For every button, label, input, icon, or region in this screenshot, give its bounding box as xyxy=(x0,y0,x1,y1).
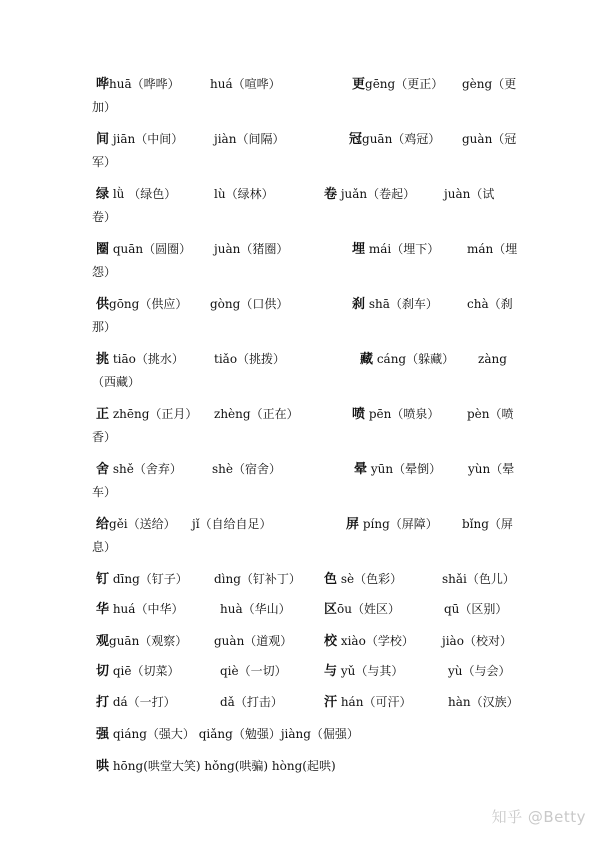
char-hua: 哗 xyxy=(96,77,110,92)
char-hua2: 华 xyxy=(96,602,110,617)
pinyin: ōu（姓区） xyxy=(337,602,400,616)
char-cang: 藏 xyxy=(360,352,374,367)
pinyin: huā（哗哗） xyxy=(109,77,180,91)
char-ping: 屏 xyxy=(346,517,360,532)
pinyin: zhēng（正月） xyxy=(109,407,198,421)
entry-continuation: 卷） xyxy=(92,210,117,224)
pinyin: lù（绿林） xyxy=(214,187,274,201)
char-yu: 与 xyxy=(324,664,338,679)
char-han: 汗 xyxy=(324,695,338,710)
char-se: 色 xyxy=(324,572,338,587)
pinyin: chà（刹 xyxy=(467,297,513,311)
pinyin: qiáng（强大） qiǎng（勉强）jiàng（倔强） xyxy=(109,727,359,741)
char-qie: 切 xyxy=(96,664,110,679)
pinyin: jǐ（自给自足） xyxy=(192,517,272,531)
pinyin: jiào（校对） xyxy=(442,634,512,648)
pinyin: huá（喧哗） xyxy=(210,77,281,91)
char-da: 打 xyxy=(96,695,110,710)
pinyin: shā（刹车） xyxy=(365,297,438,311)
char-jian: 间 xyxy=(96,132,110,147)
entry-continuation: 息） xyxy=(92,540,117,554)
pinyin: yǔ（与其） xyxy=(337,664,404,678)
char-mai: 埋 xyxy=(352,242,366,257)
pinyin: xiào（学校） xyxy=(337,634,414,648)
char-xiao: 校 xyxy=(324,634,338,649)
pinyin: dá（一打） xyxy=(109,695,176,709)
char-tiao: 挑 xyxy=(96,352,110,367)
pinyin: gòng（口供） xyxy=(210,297,289,311)
pinyin: juàn（猪圈） xyxy=(214,242,289,256)
pinyin: dǎ（打击） xyxy=(220,695,283,709)
char-sha: 刹 xyxy=(352,297,366,312)
entry-continuation: 加） xyxy=(92,100,117,114)
pinyin: cáng（躲藏） xyxy=(373,352,455,366)
char-gei: 给 xyxy=(96,517,110,532)
pinyin: gěi（送给） xyxy=(109,517,176,531)
pinyin: lǜ （绿色） xyxy=(109,187,177,201)
pinyin: shǎi（色儿） xyxy=(442,572,515,586)
pinyin: qiè（一切） xyxy=(220,664,287,678)
char-guan: 冠 xyxy=(349,132,363,147)
pinyin: shě（舍弃） xyxy=(109,462,182,476)
char-geng: 更 xyxy=(352,77,366,92)
char-qiang: 强 xyxy=(96,727,110,742)
watermark: 知乎 @Betty xyxy=(491,808,586,826)
char-zheng: 正 xyxy=(96,407,110,422)
entry-continuation: 香） xyxy=(92,430,117,444)
pinyin: yùn（晕 xyxy=(468,462,515,476)
pinyin: gōng（供应） xyxy=(109,297,188,311)
pinyin: quān（圆圈） xyxy=(109,242,192,256)
pinyin: juǎn（卷起） xyxy=(337,187,416,201)
entry-continuation: 车） xyxy=(92,485,117,499)
pinyin: zhèng（正在） xyxy=(214,407,299,421)
pinyin: zàng xyxy=(478,352,507,366)
pinyin: pèn（喷 xyxy=(467,407,514,421)
char-ou: 区 xyxy=(324,602,338,617)
pinyin: qiē（切菜） xyxy=(109,664,180,678)
entry-continuation: 那） xyxy=(92,320,117,334)
char-lv: 绿 xyxy=(96,187,110,202)
pinyin: jiān（中间） xyxy=(109,132,184,146)
pinyin: gēng（更正） xyxy=(365,77,444,91)
pinyin: sè（色彩） xyxy=(337,572,403,586)
char-she: 舍 xyxy=(96,462,110,477)
pinyin: juàn（试 xyxy=(444,187,495,201)
pinyin: jiàn（间隔） xyxy=(214,132,285,146)
pinyin: shè（宿舍） xyxy=(212,462,281,476)
pinyin: píng（屏障） xyxy=(359,517,438,531)
char-gong: 供 xyxy=(96,297,110,312)
pinyin: tiǎo（挑拨） xyxy=(214,352,286,366)
entry-continuation: 军） xyxy=(92,155,117,169)
pinyin: gèng（更 xyxy=(462,77,517,91)
pinyin: qū（区别） xyxy=(444,602,508,616)
pinyin: pēn（喷泉） xyxy=(365,407,440,421)
entry-continuation: （西藏） xyxy=(92,375,141,389)
pinyin: hàn（汉族） xyxy=(448,695,519,709)
pinyin: guān（观察） xyxy=(109,634,188,648)
pinyin: hōng(哄堂大笑) hǒng(哄骗) hòng(起哄) xyxy=(109,759,336,773)
char-pen: 喷 xyxy=(352,407,366,422)
pinyin: guān（鸡冠） xyxy=(362,132,441,146)
pinyin: bǐng（屏 xyxy=(462,517,513,531)
entry-continuation: 怨） xyxy=(92,265,117,279)
char-ding: 钉 xyxy=(96,572,110,587)
pinyin: huà（华山） xyxy=(220,602,291,616)
pinyin: dīng（钉子） xyxy=(109,572,188,586)
pinyin: mán（埋 xyxy=(467,242,518,256)
pinyin: mái（埋下） xyxy=(365,242,440,256)
pinyin: guàn（冠 xyxy=(462,132,517,146)
pinyin: tiāo（挑水） xyxy=(109,352,184,366)
pinyin: guàn（道观） xyxy=(214,634,293,648)
char-yun: 晕 xyxy=(354,462,368,477)
pinyin: dìng（钉补丁） xyxy=(214,572,301,586)
pinyin: hán（可汗） xyxy=(337,695,412,709)
char-quan: 圈 xyxy=(96,242,110,257)
pinyin: huá（中华） xyxy=(109,602,184,616)
char-guan2: 观 xyxy=(96,634,110,649)
pinyin: yūn（晕倒） xyxy=(367,462,442,476)
pinyin: yù（与会） xyxy=(448,664,511,678)
char-juan: 卷 xyxy=(324,187,338,202)
char-hong: 哄 xyxy=(96,759,110,774)
